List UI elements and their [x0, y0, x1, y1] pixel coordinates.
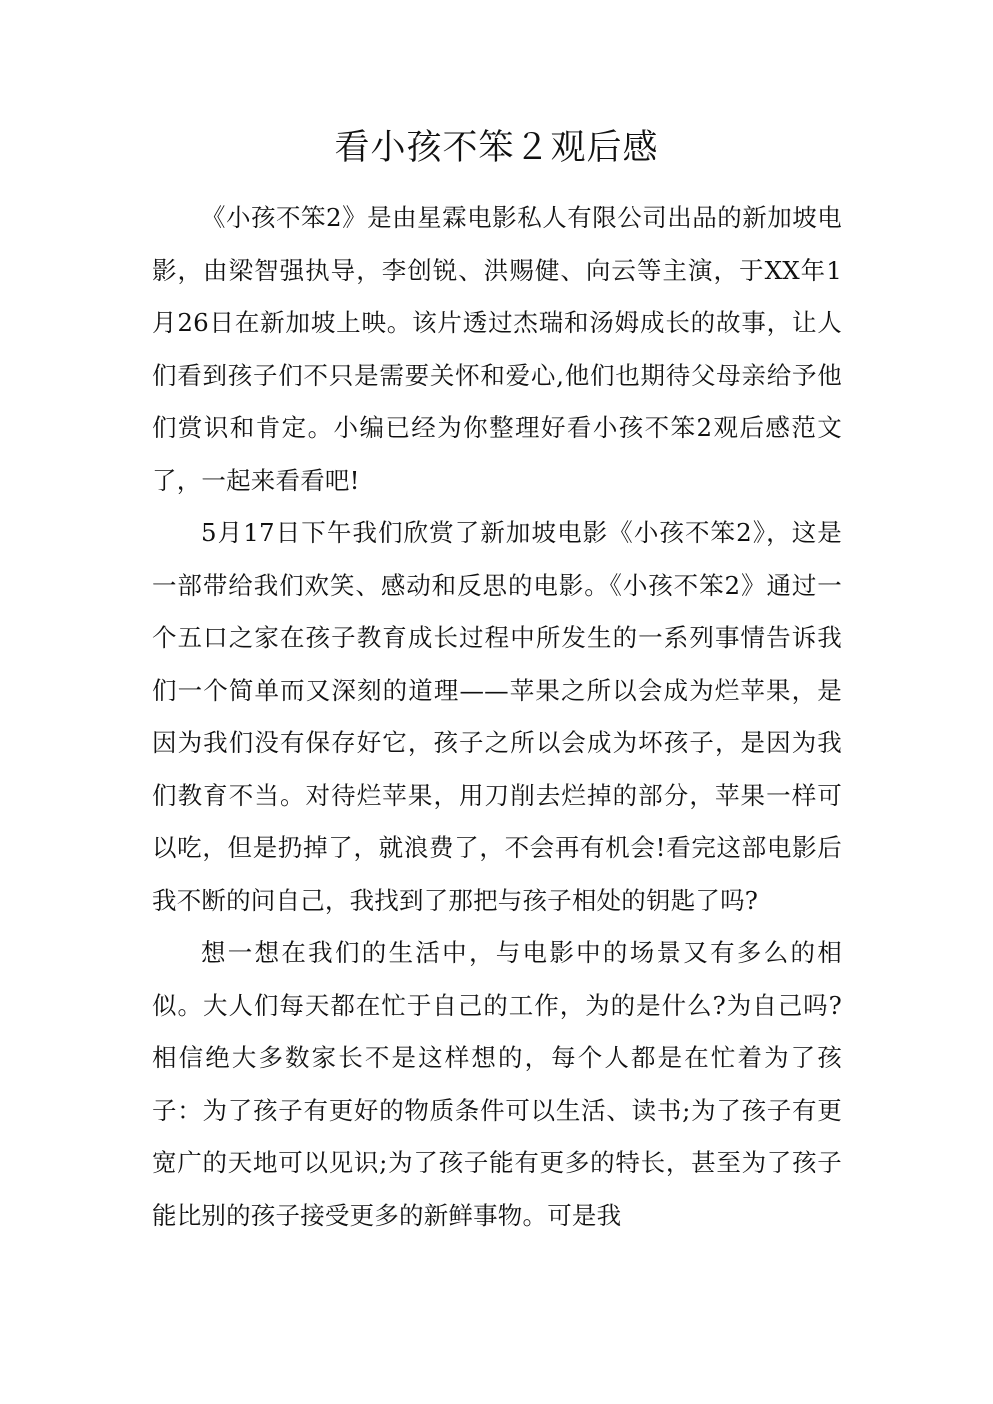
paragraph-2: 5月17日下午我们欣赏了新加坡电影《小孩不笨2》，这是一部带给我们欢笑、感动和反思的电影。《小孩不笨2》通过一个五口之家在孩子教育成长过程中所发生的一系列事情告诉我们一个简单而又深刻的道理——苹果之所以会成为烂苹果，是因为我们没有保存好它，孩子之所以会成为坏孩子，是因为我们教育不当。对待烂苹果，用刀削去烂掉的部分，苹果一样可以吃，但是扔掉了，就浪费了，不会再有机会!看完这部电影后我不断的问自己，我找到了那把与孩子相处的钥匙了吗? [152, 518, 842, 915]
paragraph-3: 想一想在我们的生活中，与电影中的场景又有多么的相似。大人们每天都在忙于自己的工作，为的是什么?为自己吗?相信绝大多数家长不是这样想的，每个人都是在忙着为了孩子：为了孩子有更好的物质条件可以生活、读书;为了孩子有更宽广的天地可以见识;为了孩子能有更多的特长，甚至为了孩子能比别的孩子接受更多的新鲜事物。可是我 [152, 938, 842, 1230]
document-body [152, 192, 842, 1242]
paragraph-1: 《小孩不笨2》是由星霖电影私人有限公司出品的新加坡电影，由梁智强执导，李创锐、洪赐健、向云等主演，于XX年1月26日在新加坡上映。该片透过杰瑞和汤姆成长的故事，让人们看到孩子们不只是需要关怀和爱心,他们也期待父母亲给予他们赏识和肯定。小编已经为你整理好看小孩不笨2观后感范文了，一起来看看吧! [152, 203, 842, 495]
document-title: 看小孩不笨２观后感 [334, 128, 659, 168]
